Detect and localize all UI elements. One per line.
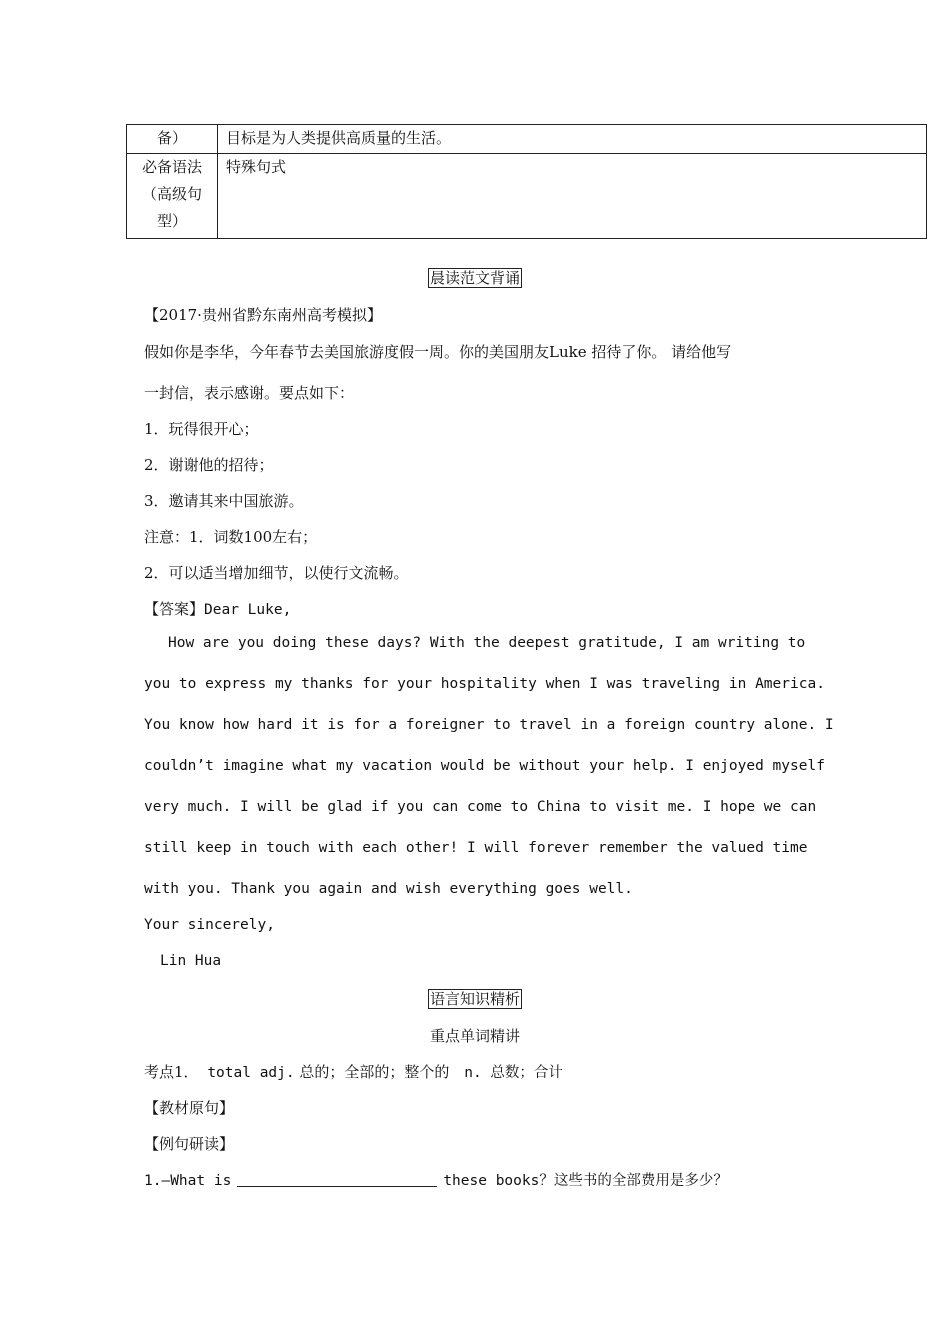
answer-line: couldn’t imagine what my vacation would be without your help. I enjoyed myself [144, 758, 825, 774]
textbook-label: 【教材原句】 [144, 1099, 235, 1117]
example-label: 【例句研读】 [144, 1135, 235, 1153]
subsection-title: 重点单词精讲 [429, 1027, 520, 1045]
grammar-table [126, 124, 927, 239]
point-item: 3．邀请其来中国旅游。 [144, 492, 304, 510]
prompt-line: 一封信，表示感谢。要点如下： [144, 384, 355, 402]
table-cell-content: 目标是为人类提供高质量的生活。 [218, 125, 927, 154]
answer-line: very much. I will be glad if you can come to China to visit me. I hope we can [144, 799, 817, 815]
table-cell-line: （高级句 [141, 185, 202, 203]
answer-line: still keep in touch with each other! I will forever remember the valued time [144, 840, 808, 856]
exercise-prefix: 1.—What is [144, 1173, 232, 1189]
table-cell-line: 型） [156, 212, 187, 230]
answer-closing: Your sincerely, [144, 917, 275, 933]
answer-line: you to express my thanks for your hospitality when I was traveling in America. [144, 676, 825, 692]
answer-line: with you. Thank you again and wish everything goes well. [144, 881, 633, 897]
answer-line: How are you doing these days? With the deepest gratitude, I am writing to [168, 635, 806, 651]
table-cell-label [127, 154, 218, 239]
section-title: 晨读范文背诵 [429, 269, 520, 287]
section-title: 语言知识精析 [429, 990, 520, 1008]
table-row [127, 125, 927, 154]
kaodian-meaning: 总的；全部的；整个的 [299, 1063, 450, 1081]
note-item: 2．可以适当增加细节，以使行文流畅。 [144, 564, 409, 582]
source-label: 【2017·贵州省黔东南州高考模拟】 [144, 306, 382, 324]
note-item: 注意：1．词数100左右； [144, 528, 318, 546]
table-row [127, 154, 927, 239]
answer-line: You know how hard it is for a foreigner to travel in a foreign country alone. I [144, 717, 834, 733]
answer-label: 【答案】 [144, 600, 205, 618]
kaodian-label: 考点1． [144, 1063, 199, 1081]
exercise-suffix: these books？这些书的全部费用是多少？ [443, 1173, 728, 1189]
kaodian-word: total adj. [207, 1065, 295, 1081]
answer-blank[interactable] [237, 1172, 437, 1187]
answer-signature: Lin Hua [160, 953, 222, 969]
point-item: 2．谢谢他的招待； [144, 456, 274, 474]
answer-greeting: Dear Luke, [204, 602, 292, 618]
table-cell-content: 特殊句式 [218, 154, 927, 239]
table-cell-line: 必备语法 [141, 158, 202, 176]
table-cell-label: 备） [127, 125, 218, 154]
kaodian-meaning-noun: n. 总数；合计 [464, 1065, 563, 1081]
prompt-line: 假如你是李华，今年春节去美国旅游度假一周。你的美国朋友Luke 招待了你。 请给他写 [144, 343, 732, 361]
point-item: 1．玩得很开心； [144, 420, 259, 438]
